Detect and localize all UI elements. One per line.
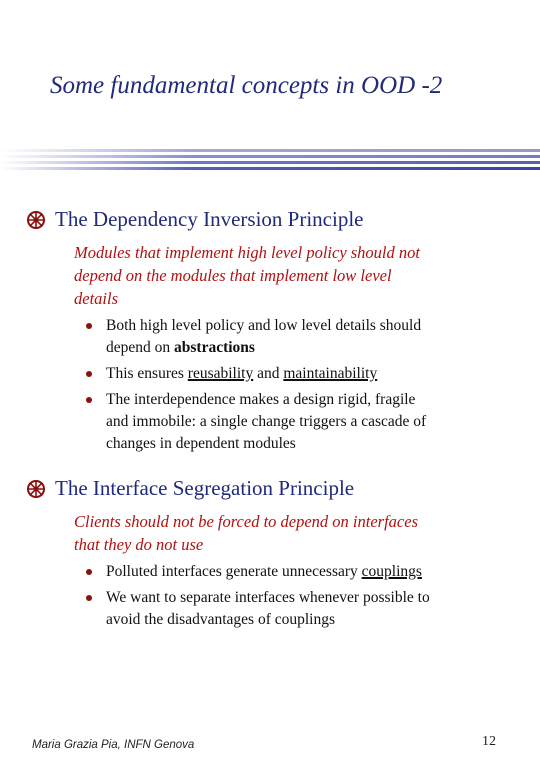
bullet-list-dip	[86, 315, 506, 459]
underlined-term: couplings	[361, 563, 422, 580]
subtitle-line: that they do not use	[74, 535, 204, 554]
bullet-line: We want to separate interfaces whenever possible to	[106, 589, 430, 606]
section-subtitle-isp	[74, 510, 514, 556]
section-heading-text: The Dependency Inversion Principle	[55, 207, 364, 231]
list-item	[86, 561, 506, 583]
section-heading-isp	[26, 476, 354, 501]
subtitle-line: details	[74, 289, 118, 308]
bullet-line: and immobile: a single change triggers a cascade of	[106, 413, 427, 430]
title-divider	[0, 145, 540, 179]
bullet-text: depend on	[106, 339, 175, 356]
bullet-list-isp	[86, 561, 506, 635]
underlined-term: reusability	[187, 365, 254, 382]
wheel-icon	[26, 210, 46, 230]
bullet-line: Both high level policy and low level details should	[106, 317, 422, 334]
page-number: 12	[482, 734, 496, 749]
slide-title: Some fundamental concepts in OOD -2	[50, 72, 443, 99]
bullet-text: and	[253, 365, 284, 382]
footer-author: Maria Grazia Pia, INFN Genova	[32, 739, 195, 751]
dot-icon	[86, 595, 92, 601]
bullet-line: The interdependence makes a design rigid, fragile	[106, 391, 416, 408]
section-subtitle-dip	[74, 241, 514, 310]
subtitle-line: depend on the modules that implement low level	[74, 266, 392, 285]
list-item	[86, 587, 506, 631]
bullet-line: changes in dependent modules	[106, 435, 296, 452]
bullet-line	[106, 337, 506, 359]
dot-icon	[86, 569, 92, 575]
section-heading-dip	[26, 207, 363, 232]
bullet-line: avoid the disadvantages of couplings	[106, 611, 336, 628]
bullet-emphasis: abstractions	[174, 339, 255, 356]
underlined-term: maintainability	[283, 365, 378, 382]
dot-icon	[86, 371, 92, 377]
dot-icon	[86, 397, 92, 403]
dot-icon	[86, 323, 92, 329]
bullet-text: This ensures	[106, 365, 188, 382]
section-heading-text: The Interface Segregation Principle	[55, 476, 355, 500]
subtitle-line: Modules that implement high level policy should not	[74, 243, 420, 262]
bullet-text: Polluted interfaces generate unnecessary	[106, 563, 362, 580]
wheel-icon	[26, 479, 46, 499]
list-item	[86, 389, 506, 455]
list-item	[86, 363, 506, 385]
subtitle-line: Clients should not be forced to depend on interfaces	[74, 512, 419, 531]
list-item	[86, 315, 506, 359]
